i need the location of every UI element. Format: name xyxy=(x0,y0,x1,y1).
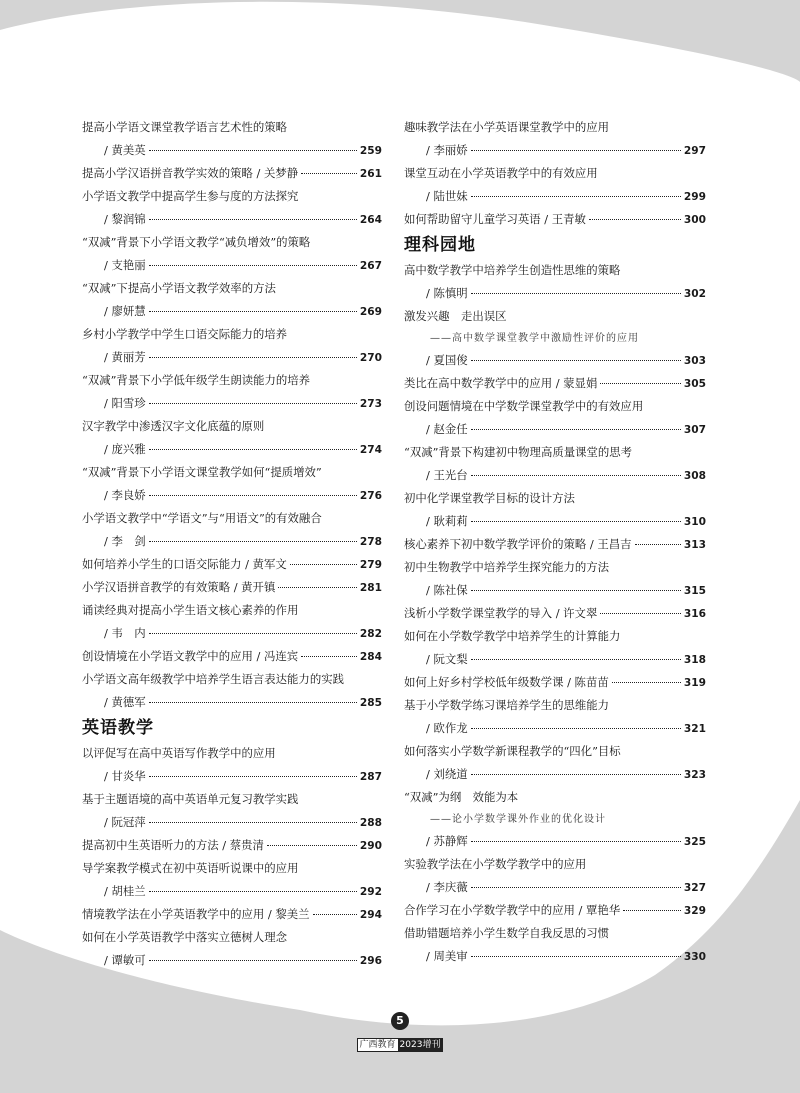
toc-page-number: 290 xyxy=(359,840,382,852)
toc-entry-title: 初中生物教学中培养学生探究能力的方法 xyxy=(404,560,610,574)
toc-entry-title: 小学汉语拼音教学的有效策略 / 黄开镇 xyxy=(82,580,276,594)
dot-leader xyxy=(635,544,681,545)
toc-entry[interactable] xyxy=(82,162,382,185)
dot-leader xyxy=(471,429,681,430)
dot-leader xyxy=(301,656,357,657)
toc-entry-title: 情境教学法在小学英语教学中的应用 / 黎美兰 xyxy=(82,907,310,921)
dot-leader xyxy=(149,403,357,404)
toc-entry[interactable] xyxy=(82,576,382,599)
toc-entry-title: 激发兴趣 走出误区 xyxy=(404,309,507,323)
toc-entry-title: 小学语文教学中提高学生参与度的方法探究 xyxy=(82,189,299,203)
toc-entry[interactable] xyxy=(82,668,382,714)
toc-entry-line xyxy=(404,899,706,922)
dot-leader xyxy=(589,219,681,220)
dot-leader xyxy=(471,728,681,729)
toc-entry-author-line xyxy=(82,880,382,903)
toc-entry[interactable] xyxy=(404,602,706,625)
toc-entry-title: 初中化学课堂教学目标的设计方法 xyxy=(404,491,575,505)
toc-entry[interactable] xyxy=(82,926,382,972)
toc-entry-title: 汉字教学中渗透汉字文化底蕴的原则 xyxy=(82,419,265,433)
toc-entry-title: 实验教学法在小学数学教学中的应用 xyxy=(404,857,587,871)
toc-entry[interactable] xyxy=(404,922,706,968)
toc-page-number: 282 xyxy=(359,628,382,640)
toc-entry-author: / 陈社保 xyxy=(426,583,468,597)
toc-entry[interactable] xyxy=(404,441,706,487)
toc-entry-author: / 韦 内 xyxy=(104,626,146,640)
magazine-issue: 2023增刊 xyxy=(399,1040,441,1050)
toc-entry-author-line xyxy=(82,691,382,714)
toc-entry-author-line xyxy=(404,185,706,208)
dot-leader xyxy=(290,564,357,565)
dot-leader xyxy=(471,659,681,660)
toc-entry[interactable] xyxy=(82,461,382,507)
toc-entry-title: “双减”背景下小学语文教学“减负增效”的策略 xyxy=(82,235,311,249)
toc-entry-title: 创设问题情境在中学数学课堂教学中的有效应用 xyxy=(404,399,644,413)
toc-entry-author-line xyxy=(82,622,382,645)
dot-leader xyxy=(471,590,681,591)
toc-page-number: 297 xyxy=(683,145,706,157)
toc-entry[interactable] xyxy=(82,788,382,834)
section-heading-science: 理科园地 xyxy=(404,235,476,255)
toc-page-number: 284 xyxy=(359,651,382,663)
toc-entry-author: / 阮冠萍 xyxy=(104,815,146,829)
toc-page-number: 327 xyxy=(683,882,706,894)
page-footer xyxy=(354,1012,446,1052)
toc-entry-subtitle: ——论小学数学课外作业的优化设计 xyxy=(430,814,606,825)
toc-page-number: 288 xyxy=(359,817,382,829)
toc-page-number: 276 xyxy=(359,490,382,502)
toc-entry-author-line xyxy=(404,510,706,533)
toc-entry-author-line xyxy=(82,811,382,834)
toc-entry-line xyxy=(82,903,382,926)
toc-entry-author: / 甘炎华 xyxy=(104,769,146,783)
toc-page-number: 267 xyxy=(359,260,382,272)
toc-entry-author: / 陆世妹 xyxy=(426,189,468,203)
toc-page-number: 313 xyxy=(683,539,706,551)
toc-entry-title: 基于小学数学练习课培养学生的思维能力 xyxy=(404,698,610,712)
toc-page-number: 319 xyxy=(683,677,706,689)
toc-entry-author-line xyxy=(404,282,706,305)
toc-entry[interactable] xyxy=(82,323,382,369)
dot-leader xyxy=(471,774,681,775)
toc-entry[interactable] xyxy=(82,116,382,162)
toc-entry-line xyxy=(404,602,706,625)
toc-entry-title: 如何在小学数学教学中培养学生的计算能力 xyxy=(404,629,621,643)
toc-entry[interactable] xyxy=(82,834,382,857)
toc-entry-title: 类比在高中数学教学中的应用 / 蒙显娟 xyxy=(404,376,598,390)
dot-leader xyxy=(600,613,681,614)
toc-page-number: 296 xyxy=(359,955,382,967)
page-number: 5 xyxy=(391,1012,409,1030)
dot-leader xyxy=(149,311,357,312)
toc-page-number: 270 xyxy=(359,352,382,364)
toc-page-number: 330 xyxy=(683,951,706,963)
toc-page-number: 323 xyxy=(683,769,706,781)
toc-entry-title: 导学案教学模式在初中英语听说课中的应用 xyxy=(82,861,299,875)
toc-entry-title: 提高小学汉语拼音教学实效的策略 / 关梦静 xyxy=(82,166,299,180)
toc-entry-author: / 苏静辉 xyxy=(426,834,468,848)
toc-entry-title: 创设情境在小学语文教学中的应用 / 冯连宾 xyxy=(82,649,299,663)
toc-page-number: 294 xyxy=(359,909,382,921)
toc-entry[interactable] xyxy=(82,415,382,461)
toc-entry-author-line xyxy=(82,530,382,553)
toc-entry-title: 小学语文高年级教学中培养学生语言表达能力的实践 xyxy=(82,672,344,686)
toc-entry-title: “双减”为纲 效能为本 xyxy=(404,790,519,804)
section-heading-english: 英语教学 xyxy=(82,718,154,738)
toc-entry-author: / 胡桂兰 xyxy=(104,884,146,898)
toc-entry-author: / 支艳丽 xyxy=(104,258,146,272)
toc-entry-line xyxy=(404,372,706,395)
toc-entry-author: / 谭敏可 xyxy=(104,953,146,967)
toc-entry-author: / 夏国俊 xyxy=(426,353,468,367)
toc-page-number: 274 xyxy=(359,444,382,456)
toc-entry-author: / 黎润锦 xyxy=(104,212,146,226)
toc-entry[interactable] xyxy=(404,372,706,395)
toc-entry-author: / 刘绕道 xyxy=(426,767,468,781)
dot-leader xyxy=(471,887,681,888)
toc-entry-author-line xyxy=(82,300,382,323)
toc-page-number: 315 xyxy=(683,585,706,597)
dot-leader xyxy=(149,960,357,961)
toc-page-number: 273 xyxy=(359,398,382,410)
toc-entry-line xyxy=(82,162,382,185)
dot-leader xyxy=(149,150,357,151)
toc-entry[interactable] xyxy=(404,671,706,694)
dot-leader xyxy=(600,383,681,384)
dot-leader xyxy=(623,910,681,911)
toc-entry-author-line xyxy=(82,346,382,369)
toc-entry-title: 提高小学语文课堂教学语言艺术性的策略 xyxy=(82,120,288,134)
toc-entry-title: 核心素养下初中数学教学评价的策略 / 王昌吉 xyxy=(404,537,632,551)
toc-entry-title: 趣味教学法在小学英语课堂教学中的应用 xyxy=(404,120,610,134)
toc-page-number: 299 xyxy=(683,191,706,203)
toc-entry-author-line xyxy=(404,418,706,441)
toc-page-number: 329 xyxy=(683,905,706,917)
toc-page-number: 310 xyxy=(683,516,706,528)
toc-entry-author: / 赵金任 xyxy=(426,422,468,436)
toc-page-number: 281 xyxy=(359,582,382,594)
toc-entry[interactable] xyxy=(404,899,706,922)
toc-entry-author-line xyxy=(404,717,706,740)
toc-entry[interactable] xyxy=(404,533,706,556)
toc-entry-author-line xyxy=(82,139,382,162)
toc-entry-title: “双减”背景下小学低年级学生朗读能力的培养 xyxy=(82,373,311,387)
dot-leader xyxy=(149,449,357,450)
toc-page-number: 292 xyxy=(359,886,382,898)
toc-entry-author-line xyxy=(82,949,382,972)
toc-entry-author-line xyxy=(82,438,382,461)
toc-page-number: 285 xyxy=(359,697,382,709)
toc-entry-author: / 黄丽芳 xyxy=(104,350,146,364)
toc-entry-line xyxy=(404,533,706,556)
dot-leader xyxy=(471,150,681,151)
toc-entry[interactable] xyxy=(404,208,706,231)
toc-entry[interactable] xyxy=(404,162,706,208)
toc-entry[interactable] xyxy=(404,786,706,853)
dot-leader xyxy=(471,956,681,957)
toc-entry-title: 高中数学教学中培养学生创造性思维的策略 xyxy=(404,263,621,277)
toc-page-number: 302 xyxy=(683,288,706,300)
toc-entry-author-line xyxy=(82,254,382,277)
toc-entry-title: 基于主题语境的高中英语单元复习教学实践 xyxy=(82,792,299,806)
toc-entry[interactable] xyxy=(82,903,382,926)
toc-entry[interactable] xyxy=(404,305,706,372)
toc-entry-title: 如何落实小学数学新课程教学的“四化”目标 xyxy=(404,744,621,758)
toc-page-number: 305 xyxy=(683,378,706,390)
toc-entry[interactable] xyxy=(404,487,706,533)
toc-entry-title: 如何上好乡村学校低年级数学课 / 陈苗苗 xyxy=(404,675,609,689)
toc-entry-title: 如何培养小学生的口语交际能力 / 黄军文 xyxy=(82,557,287,571)
magazine-label xyxy=(357,1038,444,1052)
toc-entry-author-line xyxy=(404,945,706,968)
toc-entry-title: “双减”背景下小学语文课堂教学如何“提质增效” xyxy=(82,465,322,479)
dot-leader xyxy=(149,495,357,496)
toc-entry[interactable] xyxy=(404,694,706,740)
toc-entry-line xyxy=(82,553,382,576)
toc-entry-author-line xyxy=(404,648,706,671)
toc-entry-author: / 周美审 xyxy=(426,949,468,963)
toc-entry-author: / 陈慎明 xyxy=(426,286,468,300)
toc-entry[interactable] xyxy=(404,556,706,602)
toc-entry[interactable] xyxy=(404,116,706,162)
dot-leader xyxy=(471,360,681,361)
toc-entry[interactable] xyxy=(82,857,382,903)
toc-entry-author: / 李庆薇 xyxy=(426,880,468,894)
dot-leader xyxy=(471,196,681,197)
toc-page-number: 308 xyxy=(683,470,706,482)
toc-page-number: 261 xyxy=(359,168,382,180)
toc-entry-line xyxy=(404,671,706,694)
toc-entry[interactable] xyxy=(404,259,706,305)
toc-entry-author: / 阮文梨 xyxy=(426,652,468,666)
toc-entry-title: “双减”下提高小学语文教学效率的方法 xyxy=(82,281,276,295)
toc-entry-title: 合作学习在小学数学教学中的应用 / 覃艳华 xyxy=(404,903,621,917)
dot-leader xyxy=(149,891,357,892)
toc-entry[interactable] xyxy=(404,395,706,441)
toc-entry-author-line xyxy=(404,876,706,899)
toc-entry-subtitle: ——高中数学课堂教学中激励性评价的应用 xyxy=(430,333,639,344)
toc-entry-title: 乡村小学教学中学生口语交际能力的培养 xyxy=(82,327,288,341)
toc-page-number: 303 xyxy=(683,355,706,367)
toc-entry-title: 课堂互动在小学英语教学中的有效应用 xyxy=(404,166,598,180)
dot-leader xyxy=(149,219,357,220)
toc-page-number: 279 xyxy=(359,559,382,571)
toc-entry-author-line xyxy=(404,464,706,487)
toc-entry-author-line xyxy=(404,830,706,853)
toc-entry-author-line xyxy=(82,392,382,415)
dot-leader xyxy=(149,541,357,542)
dot-leader xyxy=(149,357,357,358)
toc-entry-author-line xyxy=(404,349,706,372)
toc-entry-author: / 欧作龙 xyxy=(426,721,468,735)
dot-leader xyxy=(149,265,357,266)
dot-leader xyxy=(612,682,681,683)
toc-entry-author: / 李 剑 xyxy=(104,534,146,548)
dot-leader xyxy=(471,475,681,476)
toc-page-number: 264 xyxy=(359,214,382,226)
toc-entry-title: 提高初中生英语听力的方法 / 蔡贵清 xyxy=(82,838,264,852)
toc-entry-author: / 李良娇 xyxy=(104,488,146,502)
toc-page-number: 287 xyxy=(359,771,382,783)
toc-page-number: 316 xyxy=(683,608,706,620)
toc-page-number: 318 xyxy=(683,654,706,666)
dot-leader xyxy=(471,293,681,294)
toc-entry-line xyxy=(82,645,382,668)
toc-entry-author: / 李丽娇 xyxy=(426,143,468,157)
toc-entry-author: / 黄美英 xyxy=(104,143,146,157)
toc-entry-author-line xyxy=(404,763,706,786)
toc-entry-line xyxy=(404,208,706,231)
toc-entry-title: 浅析小学数学课堂教学的导入 / 许文翠 xyxy=(404,606,598,620)
toc-entry-author: / 庞兴雅 xyxy=(104,442,146,456)
toc-entry[interactable] xyxy=(82,277,382,323)
toc-entry[interactable] xyxy=(82,645,382,668)
dot-leader xyxy=(149,633,357,634)
toc-entry[interactable] xyxy=(82,742,382,788)
dot-leader xyxy=(278,587,357,588)
toc-entry-author-line xyxy=(82,208,382,231)
toc-entry-author: / 阳雪珍 xyxy=(104,396,146,410)
toc-entry-author-line xyxy=(404,139,706,162)
toc-page-number: 321 xyxy=(683,723,706,735)
dot-leader xyxy=(301,173,357,174)
toc-entry-title: 诵读经典对提高小学生语文核心素养的作用 xyxy=(82,603,299,617)
toc-page-number: 259 xyxy=(359,145,382,157)
toc-entry[interactable] xyxy=(404,853,706,899)
dot-leader xyxy=(267,845,357,846)
dot-leader xyxy=(149,702,357,703)
toc-entry[interactable] xyxy=(82,599,382,645)
dot-leader xyxy=(313,914,357,915)
toc-entry-title: “双减”背景下构建初中物理高质量课堂的思考 xyxy=(404,445,633,459)
toc-entry-author: / 耿莉莉 xyxy=(426,514,468,528)
toc-entry[interactable] xyxy=(82,369,382,415)
toc-entry[interactable] xyxy=(404,625,706,671)
toc-page-number: 269 xyxy=(359,306,382,318)
toc-entry-author-line xyxy=(82,484,382,507)
toc-entry-line xyxy=(82,576,382,599)
toc-left-column xyxy=(82,116,382,972)
toc-right-column xyxy=(404,116,706,968)
dot-leader xyxy=(149,776,357,777)
dot-leader xyxy=(471,521,681,522)
toc-entry-title: 以评促写在高中英语写作教学中的应用 xyxy=(82,746,276,760)
toc-entry[interactable] xyxy=(82,231,382,277)
toc-entry-author: / 廖妍慧 xyxy=(104,304,146,318)
toc-entry-author-line xyxy=(404,579,706,602)
toc-entry-author: / 黄德军 xyxy=(104,695,146,709)
toc-page-number: 300 xyxy=(683,214,706,226)
toc-entry[interactable] xyxy=(82,185,382,231)
magazine-name: 广西教育 xyxy=(359,1040,396,1050)
toc-entry-author-line xyxy=(82,765,382,788)
dot-leader xyxy=(471,841,681,842)
toc-entry-line xyxy=(82,834,382,857)
toc-page-number: 325 xyxy=(683,836,706,848)
toc-entry[interactable] xyxy=(82,553,382,576)
toc-entry[interactable] xyxy=(404,740,706,786)
toc-entry-title: 借助错题培养小学生数学自我反思的习惯 xyxy=(404,926,610,940)
toc-entry-title: 如何帮助留守儿童学习英语 / 王青敏 xyxy=(404,212,586,226)
toc-page-number: 307 xyxy=(683,424,706,436)
toc-page-number: 278 xyxy=(359,536,382,548)
toc-entry-author: / 王光台 xyxy=(426,468,468,482)
dot-leader xyxy=(149,822,357,823)
toc-entry[interactable] xyxy=(82,507,382,553)
toc-entry-title: 小学语文教学中“学语文”与“用语文”的有效融合 xyxy=(82,511,322,525)
toc-entry-title: 如何在小学英语教学中落实立德树人理念 xyxy=(82,930,288,944)
